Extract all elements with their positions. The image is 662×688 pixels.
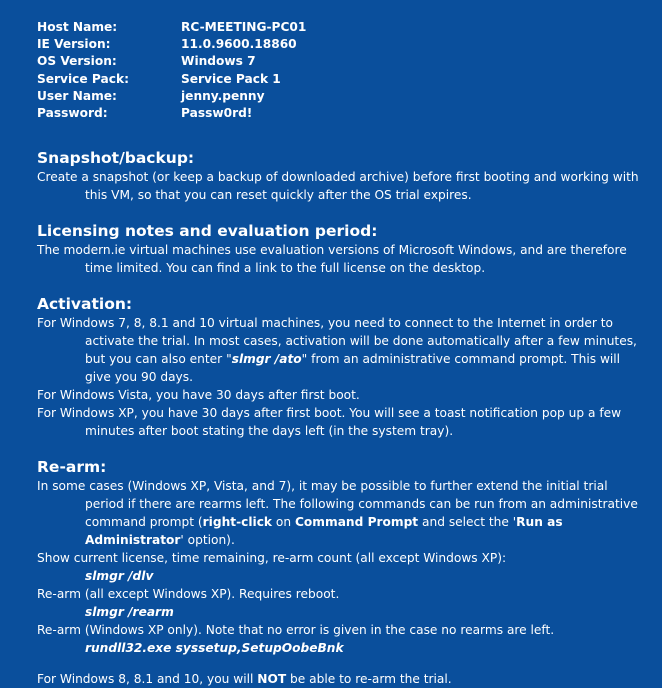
snapshot-section (37, 148, 647, 204)
password-label: Password: (37, 106, 108, 121)
activation-paragraph-xp: For Windows XP, you have 30 days after first boot. You will see a toast notification pop up a few minutes after boot stating the days left (in the system tray). (37, 406, 622, 439)
os-version-value: Windows 7 (181, 54, 256, 69)
run-as-admin-text: Run as Administrator (85, 515, 563, 548)
host-name-label: Host Name: (37, 20, 118, 34)
snapshot-text: Create a snapshot (or keep a backup of downloaded archive) before first booting and working with this VM, so that you can reset quickly after the OS trial expires. (37, 170, 639, 203)
rearm-text-on: on (272, 515, 295, 530)
rearm-show-license-text: Show current license, time remaining, re-arm count (all except Windows XP): (37, 551, 507, 566)
rearm-text-select: and select the ' (418, 515, 517, 530)
activation-text-b: " from an administrative command prompt. This will give you 90 days. (85, 352, 621, 385)
rearm-heading: Re-arm: (37, 458, 107, 477)
service-pack-label: Service Pack: (37, 71, 129, 86)
slmgr-ato-command: slmgr /ato (231, 352, 302, 367)
rearm-xp-text: Re-arm (Windows XP only). Note that no error is given in the case no rearms are left. (37, 623, 555, 638)
slmgr-rearm-command: slmgr /rearm (85, 605, 174, 620)
service-pack-value: Service Pack 1 (181, 71, 281, 86)
right-click-text: right-click (202, 515, 273, 530)
rearm-paragraph-1 (37, 477, 647, 549)
ie-version-label: IE Version: (37, 37, 111, 52)
licensing-text: The modern.ie virtual machines use evaluation versions of Microsoft Windows, and are therefore time limited. You can find a link to the full license on the desktop. (37, 243, 627, 276)
rearm-text-a: In some cases (Windows XP, Vista, and 7), it may be possible to further extend the initial trial period if there are rearms left. The following commands can be run from an administrative command prompt ( (37, 479, 638, 530)
ie-version-row (37, 36, 306, 53)
os-version-label: OS Version: (37, 54, 117, 69)
activation-heading: Activation: (37, 295, 133, 314)
ie-version-value: 11.0.9600.18860 (181, 37, 297, 52)
activation-paragraph-1 (37, 314, 647, 386)
licensing-section (37, 221, 647, 277)
licensing-heading: Licensing notes and evaluation period: (37, 222, 378, 241)
final-text-b: be able to re-arm the trial. (286, 672, 452, 687)
service-pack-row (37, 71, 306, 88)
host-name-row (37, 19, 306, 36)
rundll32-command: rundll32.exe syssetup,SetupOobeBnk (85, 641, 344, 656)
final-not-text: NOT (257, 672, 287, 687)
activation-section (37, 294, 647, 440)
bginfo-panel (37, 19, 647, 688)
activation-text-a: For Windows 7, 8, 8.1 and 10 virtual machines, you need to connect to the Internet in order to activate the trial. In most cases, activation will be done automatically after a few minutes, but you can also enter " (37, 316, 637, 367)
rearm-section (37, 457, 647, 657)
os-version-row (37, 53, 306, 70)
password-value: Passw0rd! (181, 106, 253, 121)
command-prompt-text: Command Prompt (294, 515, 419, 530)
user-name-value: jenny.penny (181, 88, 265, 103)
rearm-reboot-text: Re-arm (all except Windows XP). Requires reboot. (37, 587, 340, 602)
snapshot-heading: Snapshot/backup: (37, 149, 195, 168)
activation-paragraph-vista: For Windows Vista, you have 30 days after first boot. (37, 388, 360, 403)
rearm-text-end: ' option). (180, 533, 235, 548)
slmgr-dlv-command: slmgr /dlv (85, 569, 154, 584)
user-name-label: User Name: (37, 88, 117, 103)
host-name-value: RC-MEETING-PC01 (181, 20, 307, 34)
password-row (37, 105, 306, 122)
final-note (37, 670, 647, 688)
user-name-row (37, 88, 306, 105)
system-info-table (37, 19, 306, 122)
final-text-a: For Windows 8, 8.1 and 10, you will (37, 672, 258, 687)
